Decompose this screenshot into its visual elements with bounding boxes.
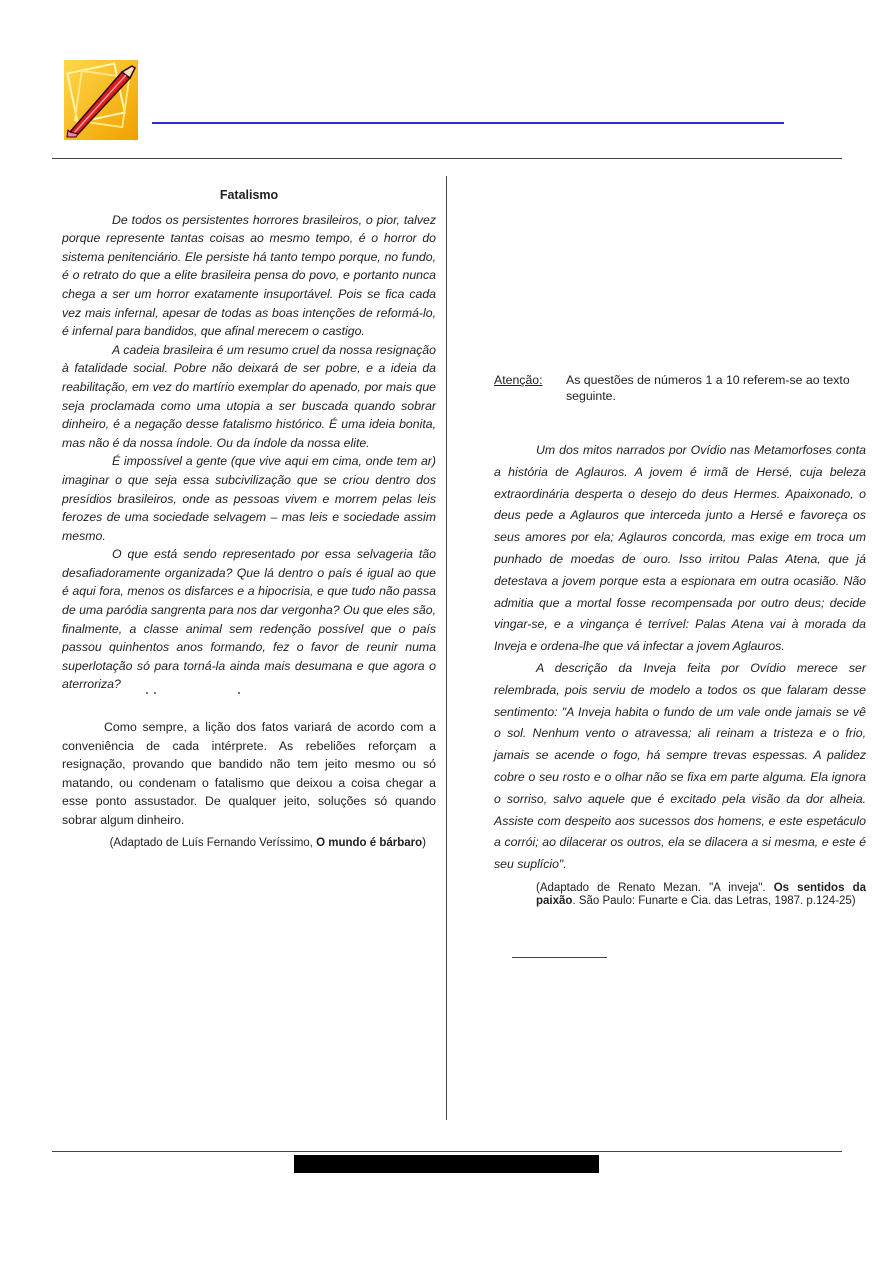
crop-marks	[62, 694, 436, 702]
source-citation: (Adaptado de Luís Fernando Veríssimo, O mundo é bárbaro)	[109, 836, 426, 849]
page-top-rule	[52, 158, 842, 159]
paragraph: Um dos mitos narrados por Ovídio nas Metamorfoses conta a história de Aglauros. A jovem é irmã de Hersé, cuja beleza extraordinária desperta o desejo do deus Hermes. Apaixonado, o deus pede a Aglauros que interceda junto a Hersé e favoreça os seus amores por ela; Aglauros concorda, mas exige em troca um punhado de moedas de ouro. Isso irritou Palas Atena, que já detestava a jovem porque esta a espionara em outra ocasião. Não admitia que a mortal fosse recompensada por outro deus; decide vingar-se, e a vingança é terrível: Palas Atena vai à morada da Inveja e ordena-lhe que vá infectar a jovem Aglauros.	[494, 443, 866, 654]
attention-text: As questões de números 1 a 10 referem-se ao texto seguinte.	[566, 373, 850, 403]
page-bottom-rule	[52, 1151, 842, 1152]
pencil-logo-icon	[64, 60, 138, 140]
attention-label: Atenção:	[494, 373, 543, 387]
source-book-title: O mundo é bárbaro	[316, 836, 423, 849]
paragraph: O que está sendo representado por essa selvageria tão desafiadoramente organizada? Que lá dentro o país é igual ao que é aqui fora, menos os disfarces e a hipocrisia, e que tudo não passa de uma paródia sangrenta para nos dar vergonha? Ou que eles são, finalmente, a classe animal sem redenção possível que o país passou quinhentos anos formando, fez o favor de reunir numa superlotação só para torná-la ainda mais desumana e que agora o aterroriza?	[62, 547, 436, 692]
paragraph: A cadeia brasileira é um resumo cruel da nossa resignação à fatalidade social. Pobre não deixará de ser pobre, e a ideia da reabilitação, em vez do martírio exemplar do apenado, por mais que seja proclamada como uma utopia a ser buscada quando sobrar dinheiro, é a negação desse fatalismo histórico. É uma ideia bonita, mas não é da nossa índole. Ou da índole da nossa elite.	[62, 342, 436, 450]
closing-paragraph: Como sempre, a lição dos fatos variará de acordo com a conveniência de cada intérprete. As rebeliões reforçam a resignação, provando que bandido não tem jeito mesmo ou só matando, ou condenam o fatalismo que deixou a coisa chegar a esse ponto assustador. De qualquer jeito, soluções só quando sobrar algum dinheiro.	[62, 720, 436, 827]
footnote-rule	[512, 957, 607, 958]
paragraph: A descrição da Inveja feita por Ovídio merece ser relembrada, pois serviu de modelo a todos os que falaram desse sentimento: "A Inveja habita o fundo de um vale onde jamais se vê o sol. Nenhum vento o atravessa; ali reinam a tristeza e o frio, jamais se acende o fogo, há sempre trevas espessas. A palidez cobre o seu rosto e o olhar não se fixa em parte alguma. Ela ignora o sorriso, salvo aquele que é excitado pela visão da dor alheia. Assiste com despeito aos sucessos dos homens, e este espetáculo a corrói; ao dilacerar os outros, ela se dilacera a si mesma, e este é seu suplício".	[494, 660, 866, 872]
column-divider	[446, 176, 447, 1120]
attention-note	[494, 372, 866, 404]
paragraph: É impossível a gente (que vive aqui em cima, onde tem ar) imaginar o que seja essa subcivilização que se criou dentro dos presídios brasileiros, onde as pessoas vivem e morrem pelas leis ferozes de uma sociedade selvagem – mas leis e sociedade assim mesmo.	[62, 454, 436, 543]
left-column	[62, 186, 436, 852]
right-column	[494, 372, 866, 908]
source-book-title: Os sentidos da paixão	[536, 881, 866, 907]
header-underline	[152, 122, 784, 124]
paragraph: De todos os persistentes horrores brasileiros, o pior, talvez porque represente tantas coisas ao mesmo tempo, é o horror do sistema penitenciário. Ele persiste há tanto tempo porque, no fundo, é o retrato do que a elite brasileira pensa do povo, e portanto nunca chega a ser um horror exatamente insuportável. Pois se fica cada vez mais infernal, apesar de todas as boas intenções de reformá-lo, é infernal para bandidos, que afinal merecem o castigo.	[62, 212, 436, 339]
source-citation: (Adaptado de Renato Mezan. "A inveja". Os sentidos da paixão. São Paulo: Funarte e Cia. das Letras, 1987. p.124-25)	[536, 881, 866, 907]
footer-bar	[294, 1155, 599, 1173]
text-title: Fatalismo	[219, 188, 279, 202]
